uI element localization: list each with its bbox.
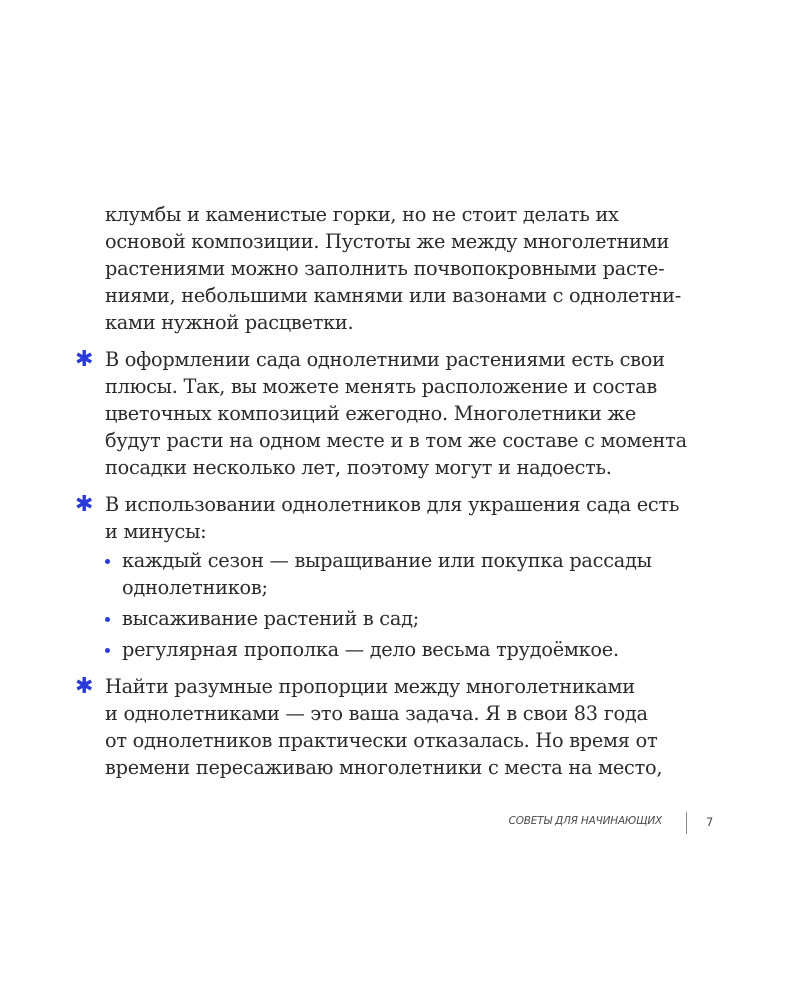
list-item-annuals-pros: ✱ В оформлении сада однолетними растениями есть свои плюсы. Так, вы можете менять расположение и состав цветочных композиций ежегодно. Многолетники же будут расти на одном месте и в том же составе с момента посадки несколько лет, поэтому могут и надоесть. — [75, 347, 687, 479]
list-item-annuals-cons: ✱ В использовании однолетников для украшения сада есть и минусы: каждый сезон — выращивание или покупка рассады однолетников; высаживание растений в сад; регулярная прополка — дело весьма трудоёмкое. — [105, 491, 705, 663]
asterisk-bullet-icon: ✱ — [75, 347, 94, 372]
dot-bullet-icon — [105, 617, 110, 622]
list-item-proportions: ✱ Найти разумные пропорции между многолетниками и однолетниками — это ваша задача. Я в свои 83 года от однолетников практически отказалась. Но время от времени пересаживаю многолетники с места на место, — [75, 674, 663, 779]
dot-bullet-icon — [105, 648, 110, 653]
sub-list-item: регулярная прополка — дело весьма трудоёмкое. — [105, 636, 705, 663]
page-number: 7 — [706, 815, 714, 829]
continuation-paragraph: клумбы и каменистые горки, но не стоит делать их основой композиции. Пустоты же между многолетними растениями можно заполнить почвопокровными расте- ниями, небольшими камнями или вазонами с однолетни- ками нужной расцветки. — [105, 203, 682, 334]
asterisk-bullet-icon: ✱ — [75, 492, 94, 517]
footer-divider — [686, 812, 687, 834]
page-body — [75, 201, 705, 781]
sub-list-item: каждый сезон — выращивание или покупка рассады однолетников; — [105, 547, 705, 601]
sub-list-item: высаживание растений в сад; — [105, 605, 705, 632]
dot-bullet-icon — [105, 559, 110, 564]
running-footer-section-title: СОВЕТЫ ДЛЯ НАЧИНАЮЩИХ — [508, 815, 662, 827]
asterisk-bullet-icon: ✱ — [75, 674, 94, 699]
